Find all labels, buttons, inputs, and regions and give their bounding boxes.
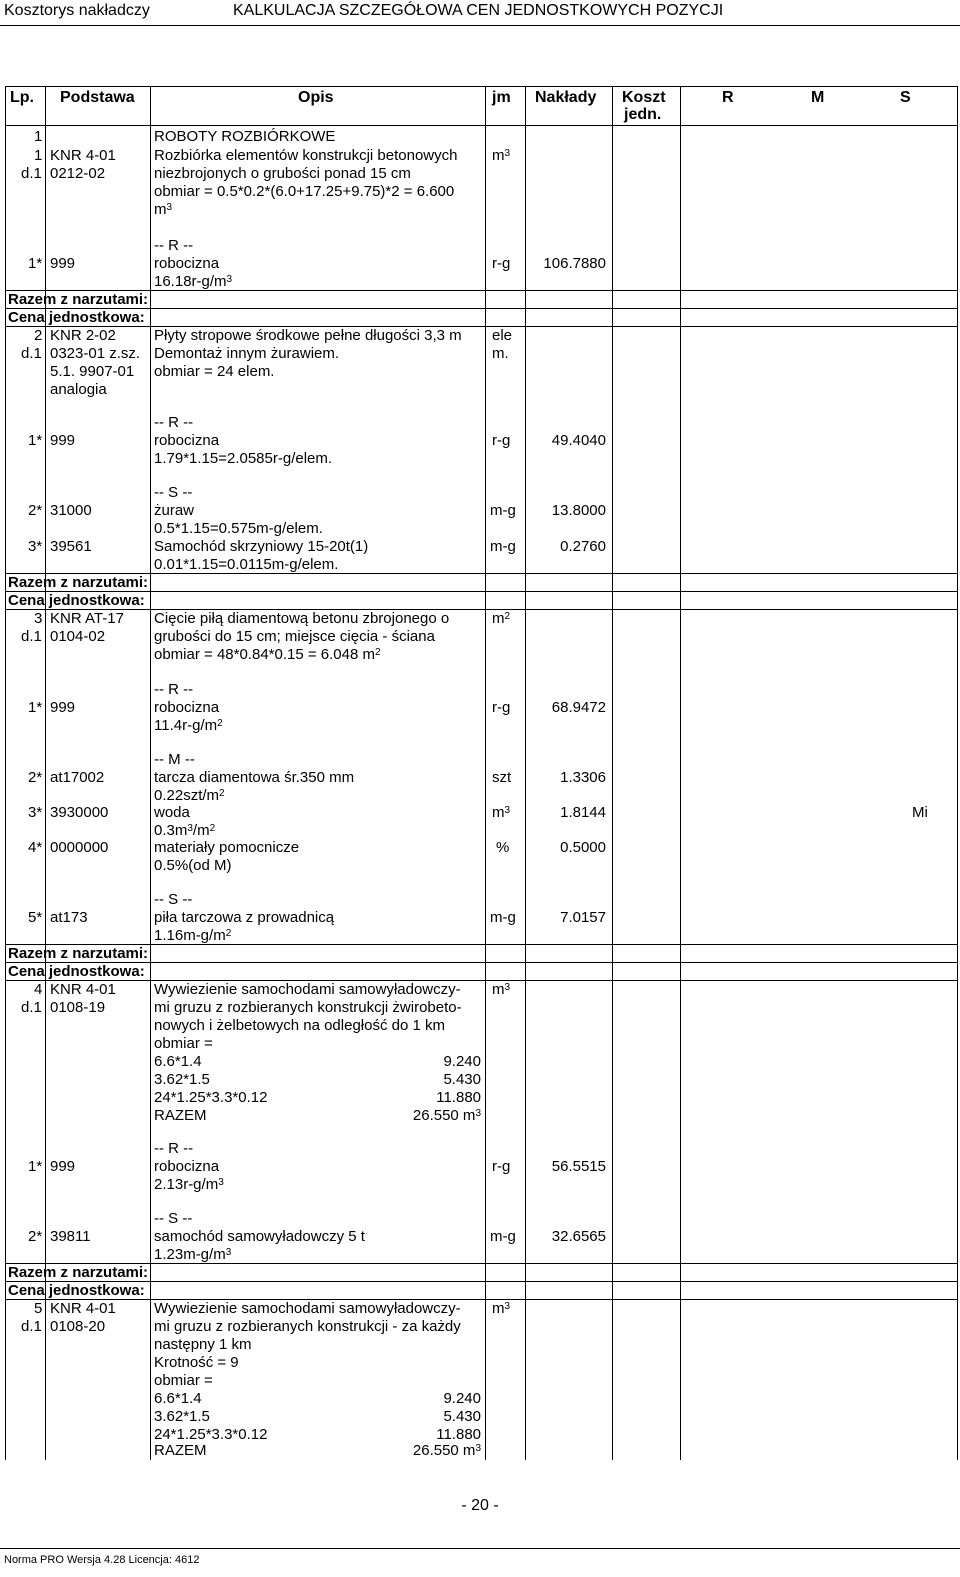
- p5-desc-2: mi gruzu z rozbieranych konstrukcji - za każdy: [154, 1318, 461, 1335]
- p2-s1-norm: 0.5*1.15=0.575m-g/elem.: [154, 520, 323, 537]
- header-title: Kosztorys nakładczy: [4, 2, 150, 19]
- p4-lp-d: d.1: [21, 999, 42, 1016]
- p4-s1-unit: m-g: [490, 1228, 516, 1245]
- p2-s2-value: 0.2760: [560, 538, 606, 555]
- p3-s1-name: piła tarczowa z prowadnicą: [154, 909, 335, 926]
- section-number: 1: [34, 128, 43, 145]
- p3-m2-truncated-value: Mi: [912, 804, 928, 821]
- p2-r1-norm: 1.79*1.15=2.0585r-g/elem.: [154, 450, 333, 467]
- p2-basis-code-2: 5.1. 9907-01: [50, 363, 135, 380]
- p3-m2-lp: 3*: [28, 804, 43, 821]
- header-subtitle: KALKULACJA SZCZEGÓŁOWA CEN JEDNOSTKOWYCH POZYCJI: [233, 2, 724, 19]
- col-header-r: R: [722, 89, 734, 106]
- p2-r1-name: robocizna: [154, 432, 220, 449]
- p2-desc-2: Demontaż innym żurawiem.: [154, 345, 340, 362]
- p3-r1-code: 999: [50, 699, 76, 716]
- p3-m2-code: 3930000: [50, 804, 109, 821]
- p2-r1-lp: 1*: [28, 432, 43, 449]
- p3-desc-2: grubości do 15 cm; miejsce cięcia - ściana: [154, 628, 435, 645]
- col-header-koszt: Koszt: [622, 89, 666, 106]
- p4-calc-3: 24*1.25*3.3*0.12: [154, 1089, 268, 1106]
- p4-desc-1: Wywiezienie samochodami samowyładowczy-: [154, 981, 461, 998]
- row-rule: [5, 1299, 957, 1300]
- header-rule: [0, 25, 960, 26]
- p5-lp: 5: [34, 1300, 43, 1317]
- row-rule: [5, 308, 957, 309]
- p2-basis-code: 0323-01 z.sz.: [50, 345, 141, 362]
- col-header-s: S: [900, 89, 911, 106]
- p2-s1-lp: 2*: [28, 502, 43, 519]
- p4-r1-value: 56.5515: [551, 1158, 606, 1175]
- p3-s1-lp: 5*: [28, 909, 43, 926]
- p4-calc-total-value: 26.550 $m^3$: [412, 1107, 481, 1124]
- p3-lp: 3: [34, 610, 43, 627]
- p2-lp: 2: [34, 327, 43, 344]
- p4-calc-total: RAZEM: [154, 1107, 207, 1124]
- p3-m1-name: tarcza diamentowa śr.350 mm: [154, 769, 355, 786]
- p2-unit: ele: [492, 327, 513, 344]
- p4-basis-code: 0108-19: [50, 999, 106, 1016]
- p2-basis: KNR 2-02: [50, 327, 116, 344]
- p4-r-head: -- R --: [154, 1140, 194, 1157]
- p3-m3-norm: 0.5%(od M): [154, 857, 232, 874]
- p3-s1-unit: m-g: [490, 909, 516, 926]
- footer-rule: [0, 1548, 960, 1549]
- p4-calc-1-value: 9.240: [443, 1053, 481, 1070]
- col-header-jm: jm: [492, 89, 511, 106]
- table-top-border: [5, 86, 957, 87]
- p4-r1-norm: $2.13r-g/m^3$: [154, 1176, 224, 1193]
- col-sep-podstawa: [150, 86, 151, 1460]
- p2-s2-unit: m-g: [490, 538, 516, 555]
- p2-s1-value: 13.8000: [551, 502, 606, 519]
- p1-desc-3: obmiar = 0.5*0.2*(6.0+17.25+9.75)*2 = 6.600: [154, 183, 455, 200]
- p3-m3-unit: %: [496, 839, 510, 856]
- p2-s-head: -- S --: [154, 484, 193, 501]
- col-sep-opis: [485, 86, 486, 1460]
- page-header: [0, 0, 960, 24]
- p3-s1-value: 7.0157: [560, 909, 606, 926]
- p1-razem-label: Razem z narzutami:: [8, 291, 149, 308]
- p5-lp-d: d.1: [21, 1318, 42, 1335]
- p4-cena-label: Cena jednostkowa:: [8, 1282, 145, 1299]
- p4-r1-unit: r-g: [492, 1158, 511, 1175]
- p3-m1-value: 1.3306: [560, 769, 606, 786]
- p5-calc-total: RAZEM: [154, 1442, 207, 1459]
- p4-razem-label: Razem z narzutami:: [8, 1264, 149, 1281]
- p3-m3-value: 0.5000: [560, 839, 606, 856]
- p3-m1-norm: $0.22szt/m^2$: [154, 787, 225, 804]
- p1-r1-lp: 1*: [28, 255, 43, 272]
- license-info: Norma PRO Wersja 4.28 Licencja: 4612: [4, 1554, 200, 1566]
- p1-r-head: -- R --: [154, 237, 194, 254]
- p1-desc-1: Rozbiórka elementów konstrukcji betonowych: [154, 147, 458, 164]
- p3-m2-name: woda: [154, 804, 190, 821]
- p5-calc-1: 6.6*1.4: [154, 1390, 202, 1407]
- p1-r1-unit: r-g: [492, 255, 511, 272]
- p1-lp-d: d.1: [21, 165, 42, 182]
- p1-lp: 1: [34, 147, 43, 164]
- p4-calc-2: 3.62*1.5: [154, 1071, 210, 1088]
- p2-s2-name: Samochód skrzyniowy 15-20t(1): [154, 538, 369, 555]
- p3-razem-label: Razem z narzutami:: [8, 945, 149, 962]
- p3-m3-name: materiały pomocnicze: [154, 839, 300, 856]
- p5-desc-3: następny 1 km: [154, 1336, 252, 1353]
- p5-calc-1-value: 9.240: [443, 1390, 481, 1407]
- p4-s1-lp: 2*: [28, 1228, 43, 1245]
- p2-s2-code: 39561: [50, 538, 92, 555]
- p3-s1-norm: $1.16m-g/m^2$: [154, 927, 232, 944]
- p3-r1-name: robocizna: [154, 699, 220, 716]
- p5-calc-3: 24*1.25*3.3*0.12: [154, 1426, 268, 1443]
- table-header-bottom: [5, 125, 957, 126]
- col-header-opis: Opis: [298, 89, 334, 106]
- p4-desc-2: mi gruzu z rozbieranych konstrukcji żwirobeto-: [154, 999, 462, 1016]
- p5-desc-5: obmiar =: [154, 1372, 213, 1389]
- col-header-naklady: Nakłady: [535, 89, 597, 106]
- p3-m3-lp: 4*: [28, 839, 43, 856]
- p3-desc-1: Cięcie piłą diamentową betonu zbrojonego o: [154, 610, 450, 627]
- p2-razem-label: Razem z narzutami:: [8, 574, 149, 591]
- col-header-podstawa: Podstawa: [60, 89, 135, 106]
- table-left-border: [5, 86, 6, 1460]
- p4-s1-value: 32.6565: [551, 1228, 606, 1245]
- p2-basis-note: analogia: [50, 381, 107, 398]
- p3-m2-unit: $m^3$: [492, 804, 511, 821]
- p5-calc-2-value: 5.430: [443, 1408, 481, 1425]
- p5-desc-1: Wywiezienie samochodami samowyładowczy-: [154, 1300, 461, 1317]
- section-title: ROBOTY ROZBIÓRKOWE: [154, 128, 336, 145]
- p2-unit-2: m.: [492, 345, 509, 362]
- p3-basis: KNR AT-17: [50, 610, 124, 627]
- p3-m2-value: 1.8144: [560, 804, 606, 821]
- p3-m1-lp: 2*: [28, 769, 43, 786]
- p2-lp-d: d.1: [21, 345, 42, 362]
- row-rule: [5, 1281, 957, 1282]
- p4-basis: KNR 4-01: [50, 981, 116, 998]
- p1-desc-2: niezbrojonych o grubości ponad 15 cm: [154, 165, 411, 182]
- p3-cena-label: Cena jednostkowa:: [8, 963, 145, 980]
- p2-s1-unit: m-g: [490, 502, 516, 519]
- p5-unit: $m^3$: [492, 1300, 511, 1317]
- p5-basis-code: 0108-20: [50, 1318, 106, 1335]
- p4-s1-code: 39811: [50, 1228, 91, 1245]
- col-sep-naklady: [612, 86, 613, 1460]
- p3-basis-code: 0104-02: [50, 628, 106, 645]
- p1-unit: $m^3$: [492, 147, 511, 164]
- p4-r1-name: robocizna: [154, 1158, 220, 1175]
- p4-s1-name: samochód samowyładowczy 5 t: [154, 1228, 365, 1245]
- p4-r1-lp: 1*: [28, 1158, 43, 1175]
- p3-s-head: -- S --: [154, 891, 193, 908]
- p2-r-head: -- R --: [154, 414, 194, 431]
- p1-cena-label: Cena jednostkowa:: [8, 309, 145, 326]
- p4-calc-2-value: 5.430: [443, 1071, 481, 1088]
- p3-r-head: -- R --: [154, 681, 194, 698]
- col-header-m: M: [811, 89, 825, 106]
- p2-desc-1: Płyty stropowe środkowe pełne długości 3,3 m: [154, 327, 462, 344]
- p4-desc-4: obmiar =: [154, 1035, 213, 1052]
- p3-lp-d: d.1: [21, 628, 42, 645]
- p2-s1-name: żuraw: [154, 502, 195, 519]
- col-sep-koszt: [680, 86, 681, 1460]
- p2-s2-lp: 3*: [28, 538, 43, 555]
- p1-basis: KNR 4-01: [50, 147, 116, 164]
- p3-m-head: -- M --: [154, 751, 195, 768]
- p3-m2-norm: $0.3m^3/m^2$: [154, 822, 216, 839]
- p4-calc-1: 6.6*1.4: [154, 1053, 202, 1070]
- p5-calc-total-value: 26.550 $m^3$: [412, 1442, 481, 1459]
- p5-basis: KNR 4-01: [50, 1300, 116, 1317]
- p3-r1-value: 68.9472: [551, 699, 606, 716]
- col-sep-jm: [525, 86, 526, 1460]
- row-rule: [5, 609, 957, 610]
- p1-r1-name: robocizna: [154, 255, 220, 272]
- p1-r1-code: 999: [50, 255, 76, 272]
- p3-r1-unit: r-g: [492, 699, 511, 716]
- p3-m3-code: 0000000: [50, 839, 109, 856]
- p1-r1-norm: $16.18r-g/m^3$: [154, 273, 233, 290]
- p3-r1-lp: 1*: [28, 699, 43, 716]
- p2-r1-unit: r-g: [492, 432, 511, 449]
- p2-desc-3: obmiar = 24 elem.: [154, 363, 275, 380]
- col-header-lp: Lp.: [10, 89, 34, 106]
- p5-desc-4: Krotność = 9: [154, 1354, 239, 1371]
- p5-calc-2: 3.62*1.5: [154, 1408, 210, 1425]
- page-number: - 20 -: [461, 1497, 499, 1514]
- row-rule: [5, 326, 957, 327]
- p3-desc-3: obmiar = 48*0.84*0.15 = 6.048 $m^2$: [154, 646, 381, 663]
- row-rule: [5, 980, 957, 981]
- p3-m1-code: at17002: [50, 769, 105, 786]
- p2-r1-value: 49.4040: [551, 432, 606, 449]
- p3-unit: $m^2$: [492, 610, 511, 627]
- p3-s1-code: at173: [50, 909, 88, 926]
- row-rule: [5, 591, 957, 592]
- p4-s1-norm: $1.23m-g/m^3$: [154, 1246, 232, 1263]
- p4-desc-3: nowych i żelbetowych na odległość do 1 km: [154, 1017, 445, 1034]
- p2-cena-label: Cena jednostkowa:: [8, 592, 145, 609]
- p4-s-head: -- S --: [154, 1210, 193, 1227]
- p1-desc-4: $m^3$: [154, 201, 173, 218]
- p2-s2-norm: 0.01*1.15=0.0115m-g/elem.: [154, 556, 339, 573]
- p5-calc-3-value: 11.880: [436, 1426, 481, 1443]
- p3-m1-unit: szt: [492, 769, 512, 786]
- p2-s1-code: 31000: [50, 502, 92, 519]
- p2-r1-code: 999: [50, 432, 76, 449]
- p3-r1-norm: $11.4r-g/m^2$: [154, 717, 223, 734]
- p1-r1-value: 106.7880: [543, 255, 606, 272]
- col-header-jedn: jedn.: [624, 106, 662, 123]
- p4-unit: $m^3$: [492, 981, 511, 998]
- row-rule: [5, 962, 957, 963]
- p4-r1-code: 999: [50, 1158, 76, 1175]
- table-right-border: [957, 86, 958, 1460]
- p1-basis-code: 0212-02: [50, 165, 106, 182]
- p4-calc-3-value: 11.880: [436, 1089, 481, 1106]
- p4-lp: 4: [34, 981, 43, 998]
